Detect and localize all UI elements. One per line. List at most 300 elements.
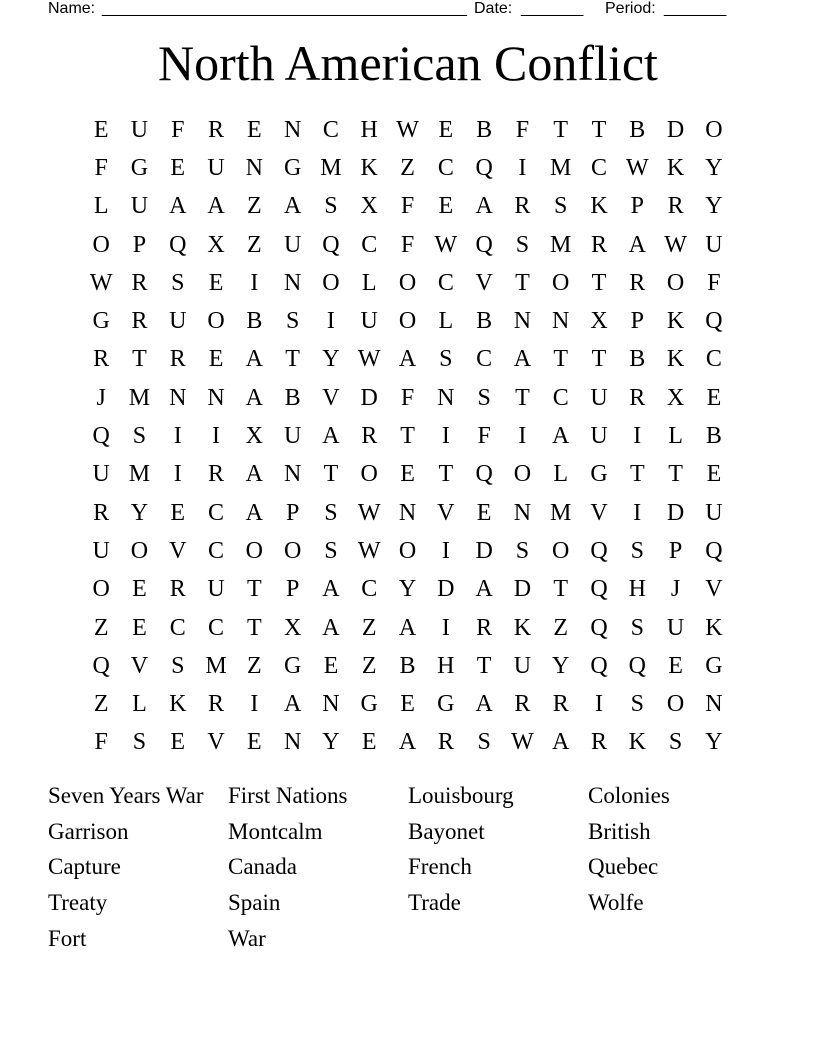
grid-letter: E [476,499,492,526]
grid-letter: C [437,269,454,296]
grid-letter: X [360,193,378,220]
grid-letter: K [169,691,187,718]
grid-letter: S [285,308,300,335]
grid-letter: A [322,423,340,450]
grid-letter: N [437,384,455,411]
date-label: Date: [474,0,513,17]
grid-letter: U [705,231,723,258]
grid-letter: R [93,499,110,526]
grid-letter: T [591,116,607,143]
grid-letter: M [128,384,151,411]
grid-letter: W [357,346,381,373]
grid-letter: Q [705,537,723,564]
grid-letter: A [398,729,417,756]
grid-letter: O [322,269,340,296]
grid-letter: A [475,691,493,718]
grid-letter: U [283,423,302,450]
grid-letter: C [361,231,378,258]
grid-letter: B [246,308,263,335]
grid-letter: R [591,729,608,756]
grid-letter: A [552,729,570,756]
grid-letter: E [438,193,454,220]
grid-letter: K [666,346,685,373]
grid-letter: R [131,269,148,296]
grid-letter: C [437,154,454,181]
grid-letter: K [513,614,532,641]
grid-letter: V [130,652,149,679]
grid-letter: C [322,116,339,143]
grid-letter: I [633,499,642,526]
word-list-item: Canada [228,854,297,880]
grid-letter: Y [705,193,723,220]
grid-letter: U [130,193,149,220]
page-title: North American Conflict [158,35,658,91]
grid-letter: H [360,116,378,143]
grid-letter: R [131,308,148,335]
grid-letter: A [245,499,263,526]
grid-letter: N [705,691,723,718]
grid-letter: G [705,652,723,679]
grid-letter: L [361,269,377,296]
grid-letter: G [92,308,110,335]
grid-letter: G [283,154,302,181]
grid-letter: T [668,461,683,488]
grid-letter: S [630,691,644,718]
grid-letter: S [477,384,491,411]
grid-letter: N [513,499,532,526]
grid-letter: E [170,729,186,756]
grid-letter: T [629,461,645,488]
grid-letter: S [477,729,491,756]
grid-letter: G [360,691,378,718]
grid-letter: A [628,231,646,258]
worksheet-header [48,0,748,18]
grid-letter: O [92,576,110,603]
grid-letter: I [518,423,527,450]
word-list [48,778,768,957]
word-list-item: Treaty [48,890,108,916]
grid-letter: E [132,614,147,641]
grid-letter: T [515,384,530,411]
grid-letter: Q [628,652,646,679]
grid-letter: R [514,691,531,718]
grid-letter: I [595,691,603,718]
grid-letter: A [552,423,570,450]
grid-letter: O [513,461,532,488]
grid-letter: I [326,308,335,335]
grid-letter: N [283,116,302,143]
grid-letter: U [360,308,378,335]
grid-letter: E [706,384,722,411]
grid-letter: W [664,231,687,258]
grid-letter: M [550,154,572,181]
grid-letter: P [630,308,644,335]
grid-letter: N [398,499,417,526]
grid-letter: C [552,384,569,411]
grid-letter: A [322,614,340,641]
grid-letter: T [476,652,492,679]
grid-letter: E [247,729,262,756]
name-blank-line: _________________________________________ [102,0,467,17]
grid-letter: V [705,576,723,603]
grid-letter: Z [93,691,109,718]
grid-letter: C [169,614,186,641]
grid-letter: N [513,308,532,335]
grid-letter: O [245,537,263,564]
grid-letter: T [438,461,454,488]
grid-letter: I [441,423,450,450]
grid-letter: S [554,193,568,220]
grid-letter: S [171,269,185,296]
grid-letter: G [283,652,302,679]
grid-letter: A [245,384,263,411]
grid-letter: L [553,461,569,488]
grid-letter: P [132,231,147,258]
grid-letter: Z [247,193,262,220]
grid-letter: R [169,576,186,603]
word-list-item: Seven Years War [48,782,204,808]
grid-letter: T [400,423,415,450]
grid-letter: I [250,269,259,296]
grid-letter: R [361,423,378,450]
grid-letter: S [324,537,338,564]
grid-letter: Q [590,614,608,641]
grid-letter: I [441,537,450,564]
grid-letter: E [93,116,109,143]
grid-letter: S [630,614,644,641]
grid-letter: A [169,193,187,220]
grid-letter: X [283,614,302,641]
grid-letter: W [89,269,113,296]
grid-letter: N [283,269,302,296]
grid-letter: W [511,729,534,756]
grid-letter: K [360,154,378,181]
grid-letter: Y [552,652,570,679]
grid-letter: K [705,614,723,641]
grid-letter: F [477,423,491,450]
grid-letter: E [132,576,147,603]
grid-letter: O [552,269,570,296]
grid-letter: O [283,537,302,564]
grid-letter: F [171,116,185,143]
grid-letter: P [668,537,683,564]
grid-letter: D [437,576,455,603]
word-list-item: Colonies [588,782,670,808]
grid-letter: I [173,423,182,450]
grid-letter: R [208,116,225,143]
grid-letter: F [400,384,415,411]
grid-letter: Y [705,154,723,181]
grid-letter: Y [705,729,723,756]
grid-letter: D [360,384,378,411]
grid-letter: I [250,691,259,718]
grid-letter: Y [322,729,340,756]
grid-letter: O [207,308,225,335]
grid-letter: E [247,116,262,143]
word-list-item: First Nations [228,782,348,808]
grid-letter: T [553,576,569,603]
grid-letter: B [705,423,722,450]
grid-letter: G [130,154,149,181]
grid-letter: T [553,346,569,373]
grid-letter: A [513,346,532,373]
grid-letter: T [285,346,300,373]
grid-letter: V [207,729,225,756]
grid-letter: R [208,461,225,488]
grid-letter: Q [169,231,187,258]
grid-letter: U [590,423,608,450]
grid-letter: L [132,691,147,718]
grid-letter: U [705,499,723,526]
grid-letter: D [513,576,532,603]
grid-letter: E [706,461,722,488]
grid-letter: Q [590,537,608,564]
grid-letter: S [324,193,338,220]
grid-letter: U [666,614,685,641]
grid-letter: Q [92,652,110,679]
grid-letter: X [666,384,685,411]
grid-letter: N [283,729,302,756]
grid-letter: T [553,116,569,143]
grid-letter: S [515,537,530,564]
grid-letter: A [207,193,225,220]
grid-letter: K [666,154,685,181]
grid-letter: I [173,461,182,488]
grid-letter: Q [475,461,493,488]
grid-letter: N [552,308,570,335]
grid-letter: F [707,269,721,296]
grid-letter: R [208,691,225,718]
word-list-item: Montcalm [228,818,323,844]
grid-letter: U [92,461,110,488]
grid-letter: W [357,537,381,564]
grid-letter: I [212,423,221,450]
word-list-item: Capture [48,854,121,880]
grid-letter: U [590,384,608,411]
grid-letter: Q [590,576,608,603]
grid-letter: M [128,461,151,488]
grid-letter: E [208,269,224,296]
grid-letter: F [400,231,415,258]
word-list-item: Louisbourg [408,782,514,808]
grid-letter: S [515,231,530,258]
grid-letter: D [475,537,493,564]
grid-letter: C [591,154,608,181]
grid-letter: O [398,308,417,335]
grid-letter: U [169,308,187,335]
grid-letter: E [400,461,415,488]
grid-letter: D [666,499,685,526]
grid-letter: T [247,614,262,641]
word-search-grid [82,111,733,764]
grid-letter: U [283,231,302,258]
grid-letter: E [668,652,683,679]
grid-letter: R [629,269,646,296]
grid-letter: M [550,231,572,258]
grid-letter: G [590,461,608,488]
grid-letter: V [475,269,493,296]
grid-letter: A [283,691,302,718]
grid-letter: A [245,346,263,373]
grid-letter: E [438,116,454,143]
grid-letter: I [518,154,527,181]
grid-letter: T [591,346,607,373]
grid-letter: Q [705,308,723,335]
grid-letter: N [169,384,187,411]
grid-letter: U [207,576,225,603]
grid-letter: C [705,346,722,373]
grid-letter: W [434,231,458,258]
grid-letter: Q [475,231,493,258]
grid-letter: S [132,423,147,450]
grid-letter: N [207,384,225,411]
grid-letter: E [170,499,186,526]
grid-letter: K [590,193,608,220]
grid-letter: C [208,499,225,526]
grid-letter: H [437,652,455,679]
grid-letter: F [400,193,415,220]
grid-letter: O [398,269,417,296]
grid-letter: H [628,576,646,603]
grid-letter: R [629,384,646,411]
grid-letter: M [320,154,342,181]
word-list-item: Trade [408,890,461,916]
grid-letter: N [322,691,340,718]
grid-letter: R [93,346,110,373]
grid-letter: E [361,729,377,756]
grid-letter: L [438,308,454,335]
grid-letter: S [324,499,338,526]
grid-letter: W [396,116,419,143]
grid-letter: S [171,652,185,679]
period-blank-line: _______ [664,0,727,17]
grid-letter: Q [590,652,608,679]
word-list-item: Bayonet [408,818,485,844]
grid-letter: C [361,576,378,603]
grid-letter: A [245,461,263,488]
grid-letter: X [207,231,225,258]
grid-letter: O [360,461,378,488]
grid-letter: V [590,499,608,526]
grid-letter: B [629,116,646,143]
grid-letter: L [93,193,109,220]
word-list-item: French [408,854,472,880]
grid-letter: U [207,154,225,181]
word-list-item: British [588,818,651,844]
grid-letter: G [437,691,455,718]
grid-letter: Z [361,614,377,641]
grid-letter: W [357,499,381,526]
grid-letter: E [170,154,186,181]
grid-letter: R [437,729,454,756]
grid-letter: B [399,652,416,679]
grid-letter: T [132,346,147,373]
grid-letter: O [666,691,685,718]
grid-letter: D [666,116,685,143]
name-label: Name: [48,0,96,17]
grid-letter: R [476,614,493,641]
grid-letter: Y [322,346,340,373]
grid-letter: B [629,346,646,373]
grid-letter: A [398,346,417,373]
grid-letter: O [92,231,110,258]
word-list-item: War [228,926,266,952]
grid-letter: Z [400,154,415,181]
grid-letter: A [283,193,302,220]
grid-letter: C [208,537,225,564]
grid-letter: A [475,193,493,220]
grid-letter: O [398,537,417,564]
grid-letter: U [513,652,532,679]
word-list-item: Spain [228,890,281,916]
grid-letter: F [515,116,530,143]
grid-letter: K [628,729,646,756]
word-list-item: Wolfe [588,890,644,916]
grid-letter: Y [398,576,417,603]
grid-letter: E [323,652,339,679]
grid-letter: B [476,308,493,335]
grid-letter: T [247,576,262,603]
grid-letter: V [322,384,340,411]
grid-letter: C [208,614,225,641]
grid-letter: A [322,576,340,603]
word-list-item: Fort [48,926,87,952]
grid-letter: C [476,346,493,373]
word-list-item: Garrison [48,818,129,844]
grid-letter: U [92,537,110,564]
grid-letter: V [437,499,455,526]
grid-letter: Y [130,499,149,526]
grid-letter: O [130,537,149,564]
grid-letter: A [475,576,493,603]
grid-letter: J [670,576,681,603]
grid-letter: R [667,193,684,220]
grid-letter: A [398,614,417,641]
grid-letter: B [284,384,301,411]
grid-letter: Q [322,231,340,258]
grid-letter: S [668,729,683,756]
grid-letter: Q [475,154,493,181]
grid-letter: Z [247,652,262,679]
grid-letter: U [130,116,149,143]
grid-letter: Z [247,231,262,258]
grid-letter: S [630,537,644,564]
grid-letter: X [245,423,263,450]
word-list-item: Quebec [588,854,659,880]
grid-letter: O [666,269,685,296]
grid-letter: Z [93,614,109,641]
grid-letter: B [476,116,493,143]
grid-letter: P [285,576,300,603]
grid-letter: Q [92,423,110,450]
grid-letter: I [441,614,450,641]
grid-letter: T [591,269,607,296]
grid-letter: S [439,346,453,373]
grid-letter: Z [361,652,377,679]
grid-letter: M [550,499,572,526]
grid-letter: P [285,499,300,526]
grid-letter: N [283,461,302,488]
grid-letter: E [208,346,224,373]
grid-letter: R [552,691,569,718]
grid-letter: J [96,384,106,411]
grid-letter: R [514,193,531,220]
grid-letter: E [400,691,415,718]
grid-letter: R [169,346,186,373]
grid-letter: M [205,652,227,679]
grid-letter: W [625,154,649,181]
grid-letter: O [552,537,570,564]
